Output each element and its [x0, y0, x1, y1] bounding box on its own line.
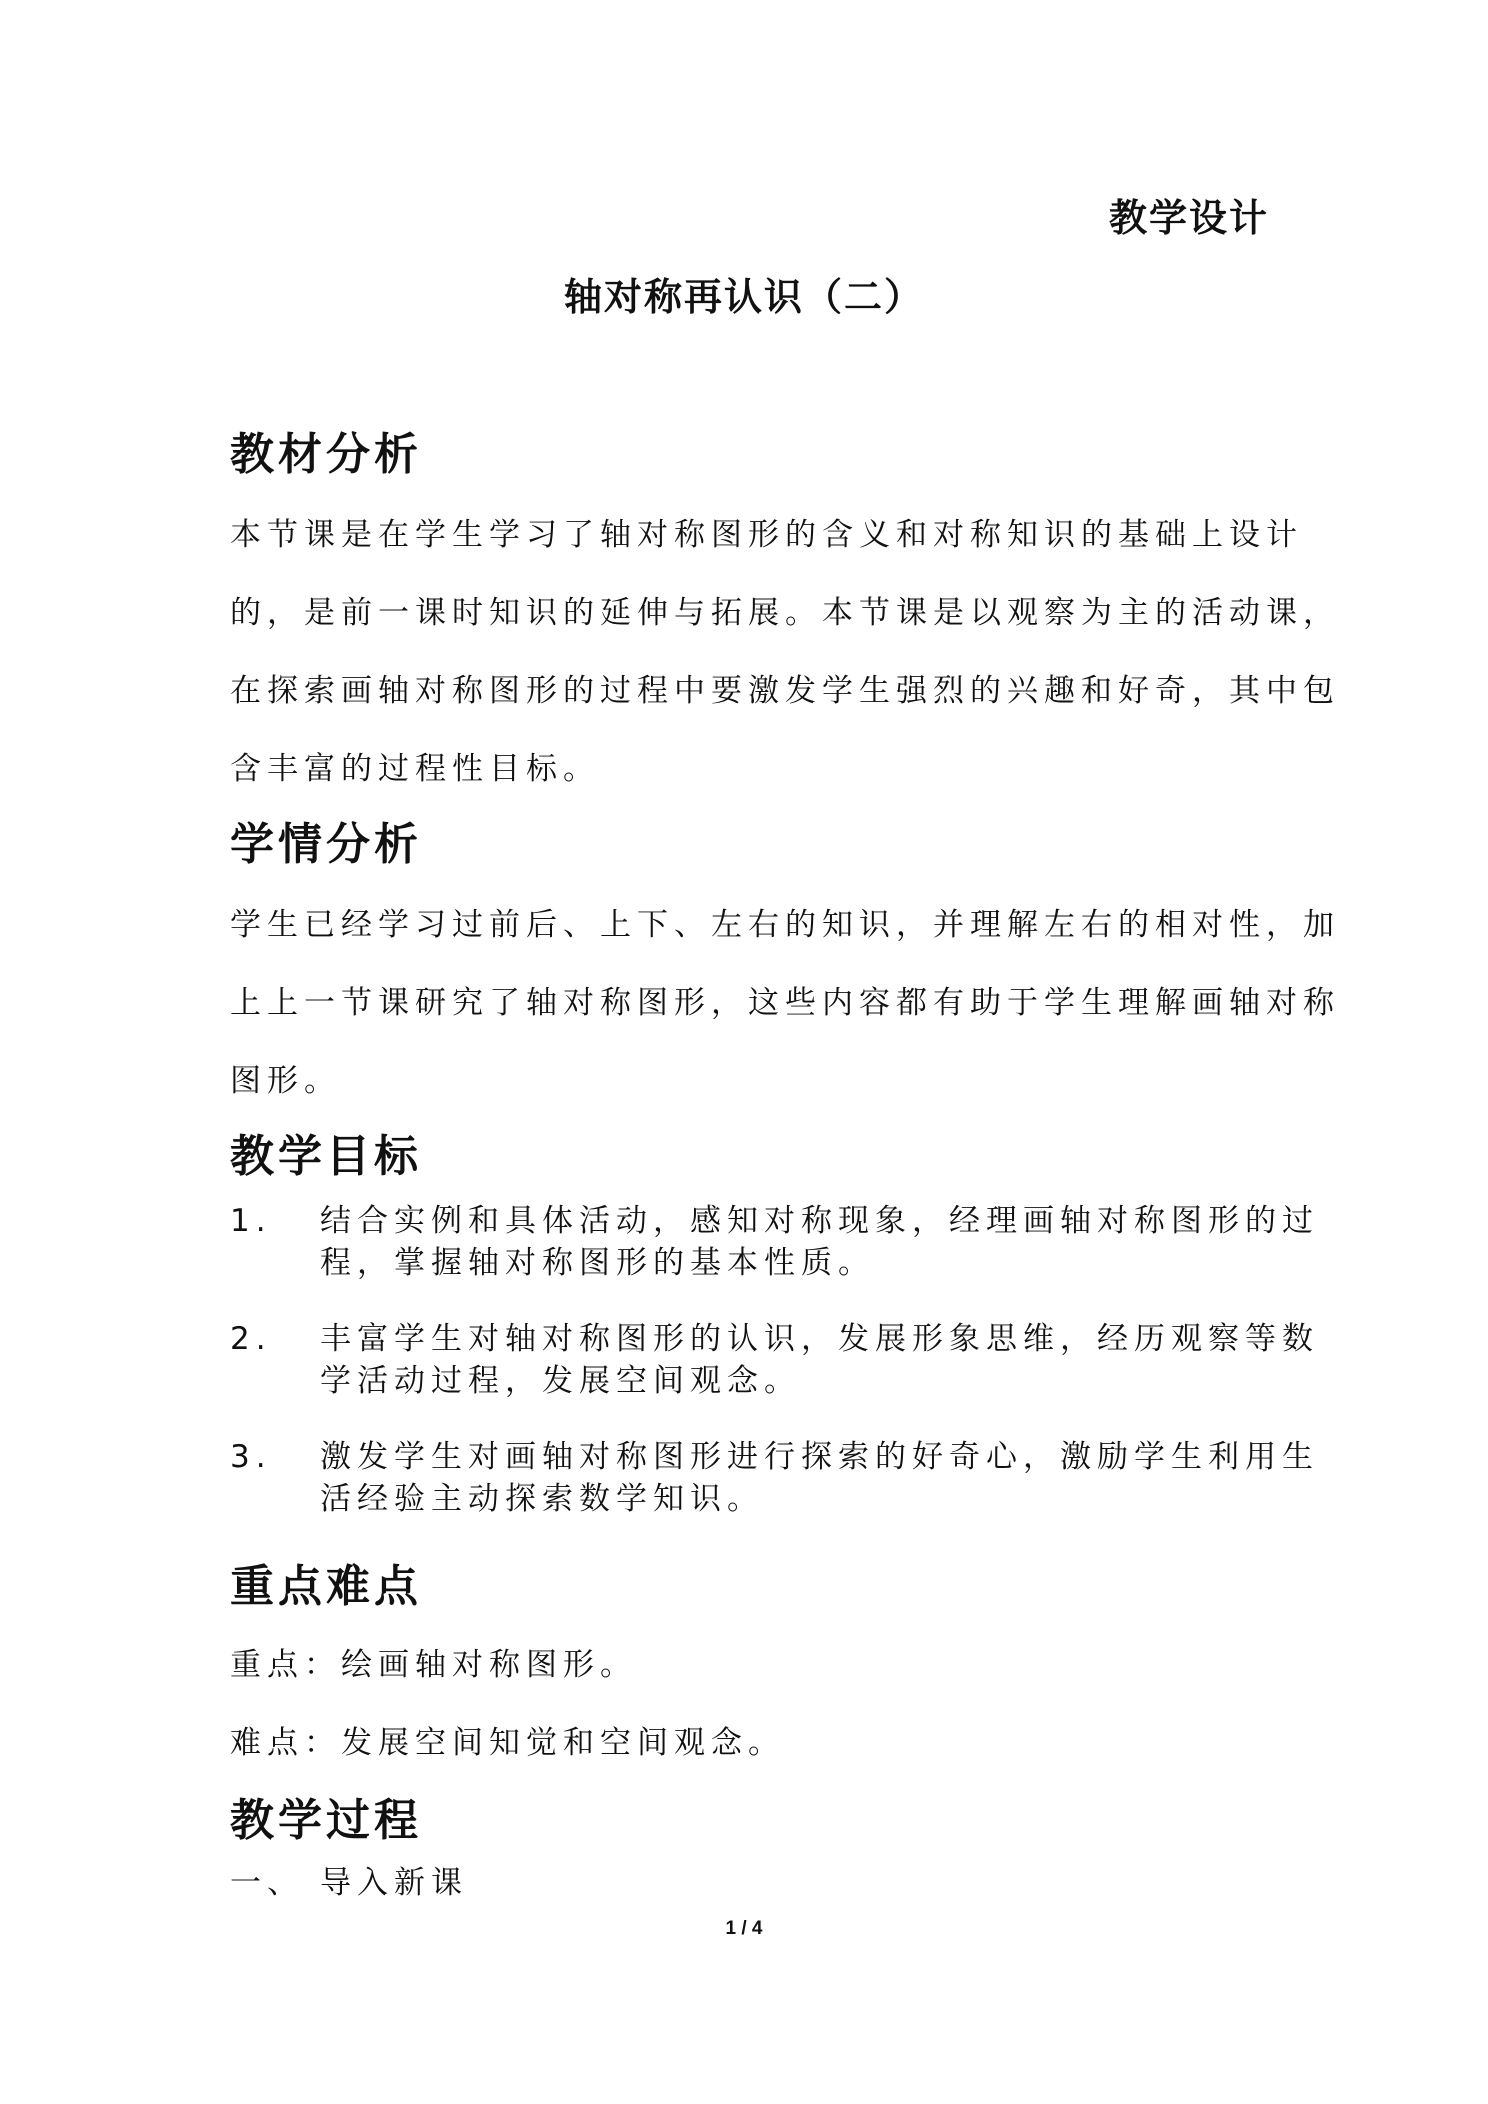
paragraph-line: 上上一节课研究了轴对称图形，这些内容都有助于学生理解画轴对称 — [230, 985, 1340, 1021]
key-point-text: 重点：绘画轴对称图形。 — [230, 1647, 637, 1683]
list-line: 丰富学生对轴对称图形的认识，发展形象思维，经历观察等数 — [320, 1321, 1319, 1357]
list-line: 结合实例和具体活动，感知对称现象，经理画轴对称图形的过 — [320, 1203, 1319, 1239]
list-line: 程，掌握轴对称图形的基本性质。 — [320, 1245, 875, 1281]
document-title: 轴对称再认识（二） — [563, 275, 924, 319]
paragraph-line: 的，是前一课时知识的延伸与拓展。本节课是以观察为主的活动课， — [230, 595, 1340, 631]
list-number: 2. — [230, 1321, 272, 1357]
section-heading-process: 教学过程 — [230, 1795, 422, 1846]
section-heading-objectives: 教学目标 — [230, 1131, 422, 1182]
list-number: 1. — [230, 1203, 272, 1239]
student-analysis-paragraph — [230, 886, 1340, 1120]
paragraph-line: 图形。 — [230, 1063, 341, 1099]
list-line: 激发学生对画轴对称图形进行探索的好奇心，激励学生利用生 — [320, 1439, 1319, 1475]
paragraph-line: 学生已经学习过前后、上下、左右的知识，并理解左右的相对性，加 — [230, 907, 1340, 943]
page-number: 1 / 4 — [725, 1918, 763, 1939]
document-type-label: 教学设计 — [1108, 196, 1269, 240]
section-heading-student-analysis: 学情分析 — [230, 819, 422, 870]
list-number: 3. — [230, 1439, 272, 1475]
paragraph-line: 在探索画轴对称图形的过程中要激发学生强烈的兴趣和好奇，其中包 — [230, 673, 1340, 709]
list-line: 活经验主动探索数学知识。 — [320, 1481, 764, 1517]
list-line: 学活动过程，发展空间观念。 — [320, 1363, 801, 1399]
step-number: 一、 — [230, 1865, 304, 1901]
paragraph-line: 含丰富的过程性目标。 — [230, 751, 600, 787]
section-heading-material-analysis: 教材分析 — [230, 429, 422, 480]
list-text — [320, 1436, 1319, 1520]
difficulty-text: 难点：发展空间知觉和空间观念。 — [230, 1725, 785, 1761]
step-label: 导入新课 — [320, 1865, 468, 1901]
list-text — [320, 1200, 1319, 1284]
list-text — [320, 1318, 1319, 1402]
paragraph-line: 本节课是在学生学习了轴对称图形的含义和对称知识的基础上设计 — [230, 517, 1303, 553]
section-heading-key-points: 重点难点 — [230, 1561, 422, 1612]
material-analysis-paragraph — [230, 496, 1340, 808]
